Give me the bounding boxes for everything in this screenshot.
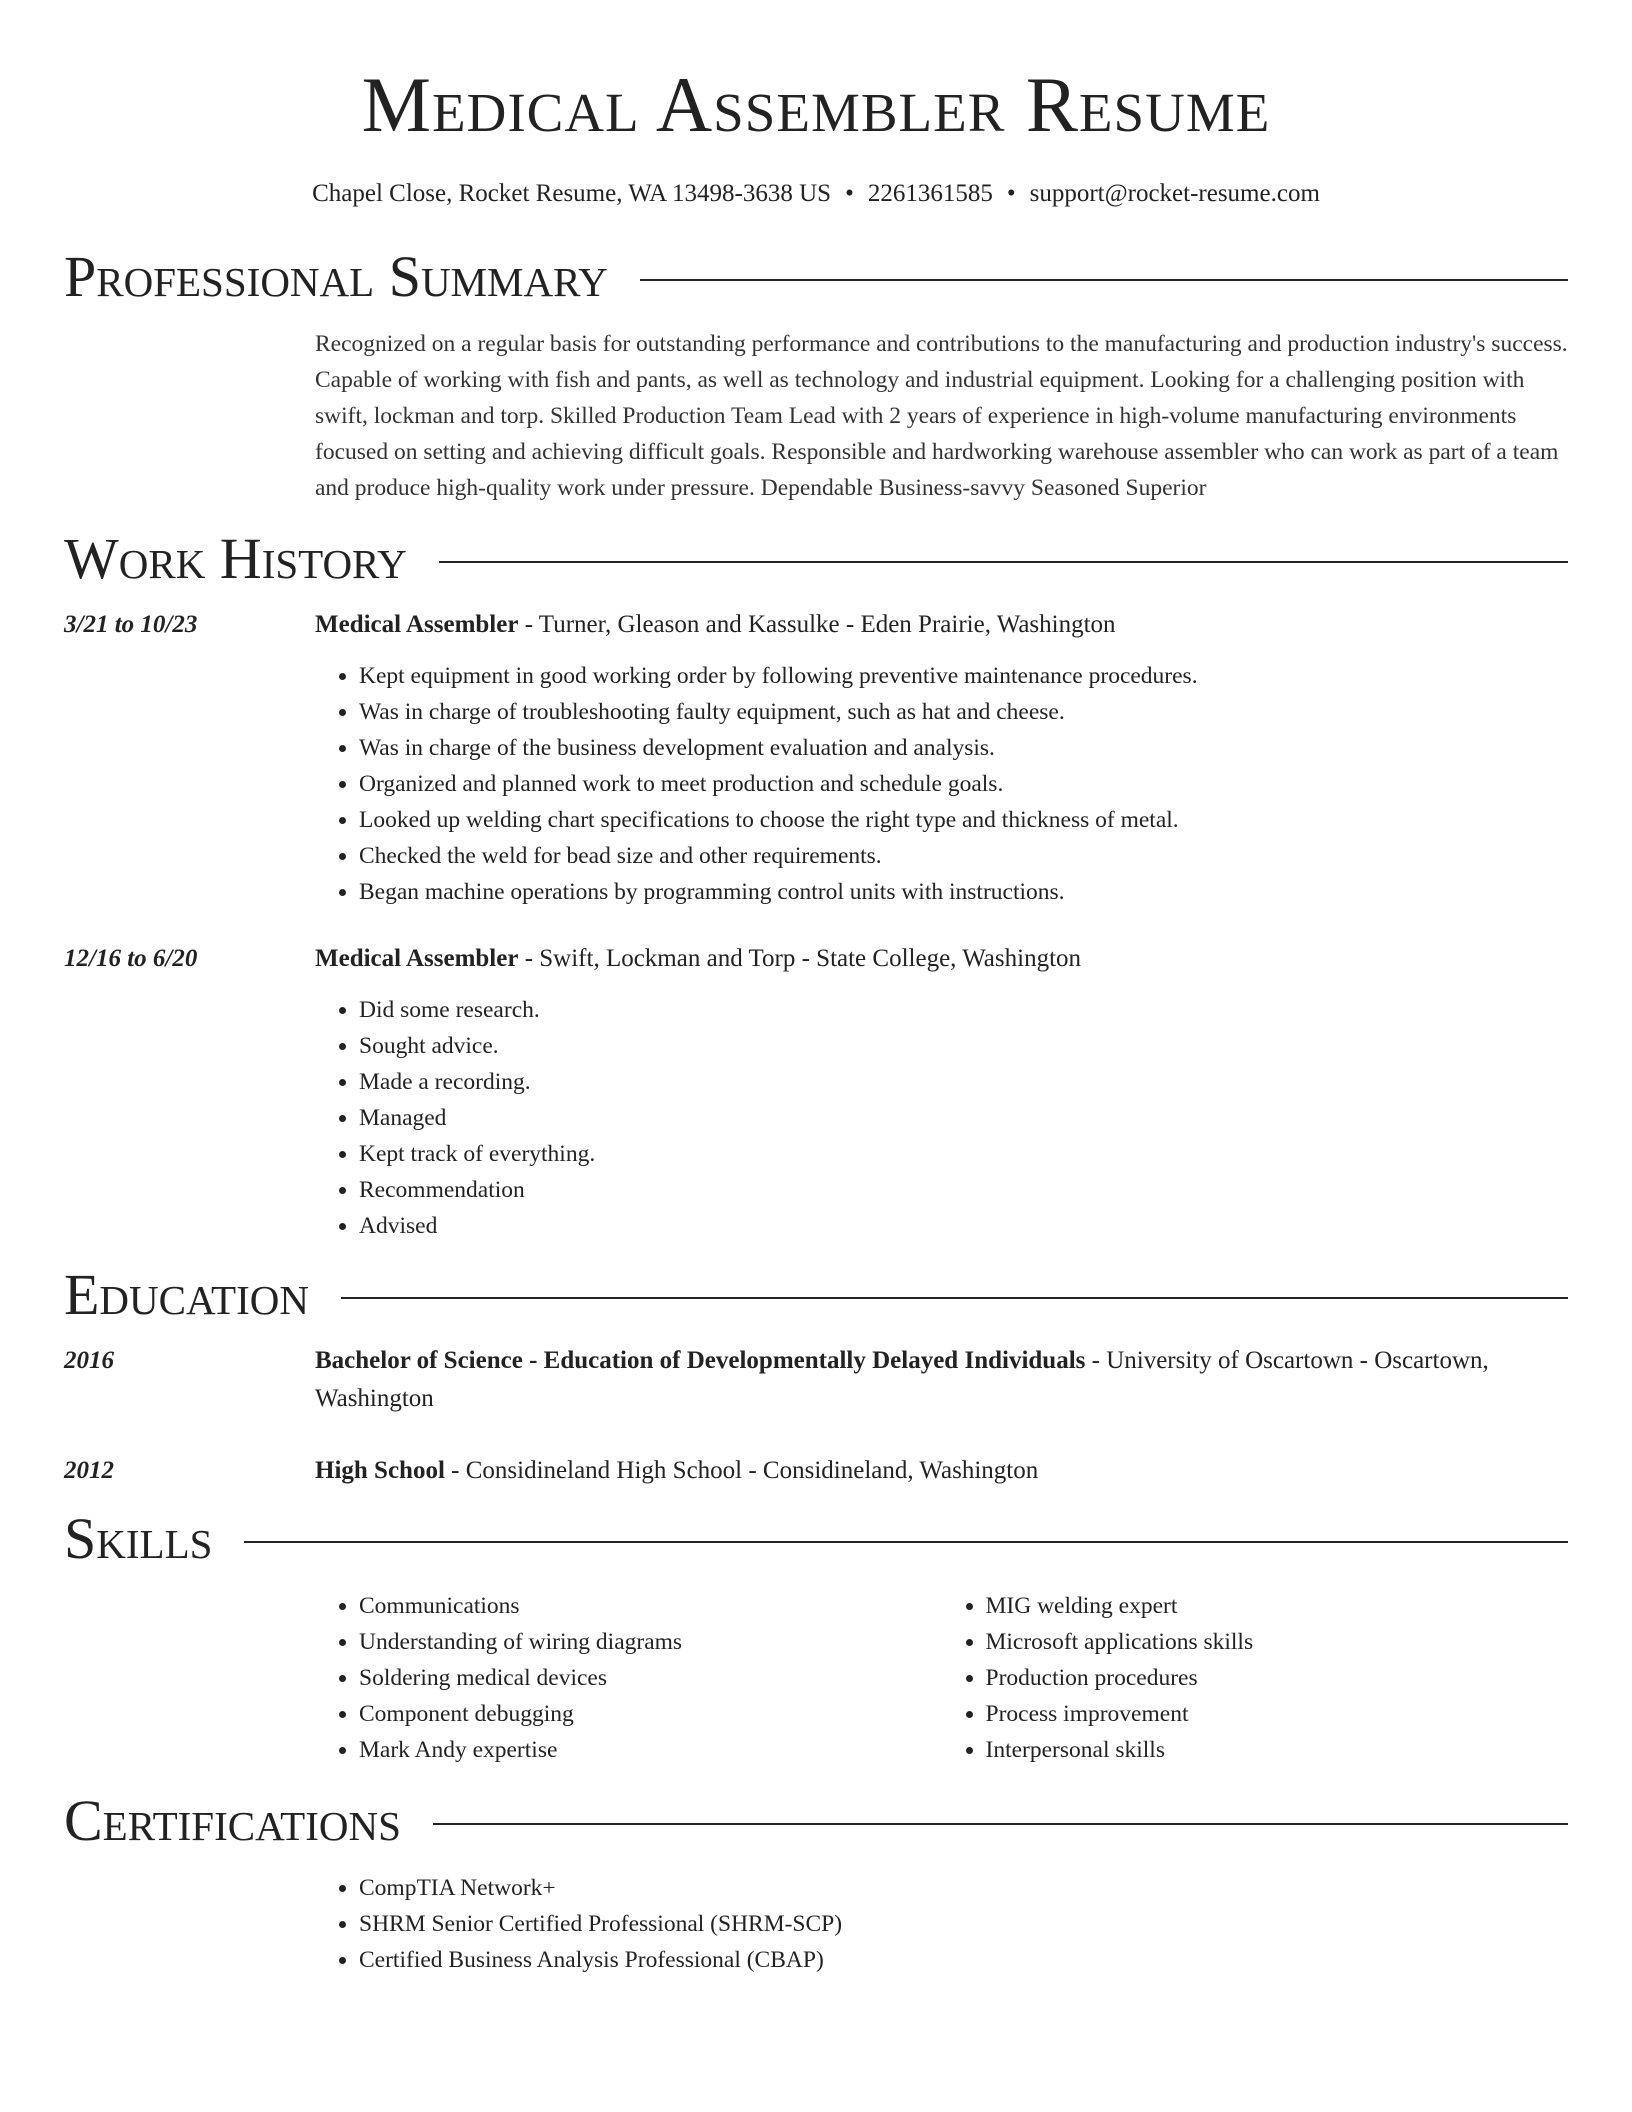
job-dates: 12/16 to 6/20 [64,945,198,972]
section-heading [64,1506,1568,1572]
skills-columns [315,1588,1568,1768]
list-item: • Understanding of wiring diagrams [359,1624,942,1660]
certifications-list-wrapper [315,1870,1568,1978]
section-divider [640,279,1568,281]
education-year: 2016 [64,1347,114,1374]
section-heading [64,244,1568,310]
list-item: • Advised [359,1208,1568,1244]
section-heading-text: Skills [64,1506,213,1571]
summary-text: Recognized on a regular basis for outstanding performance and contributions to the manufacturing and production industry's success. Capable of working with fish and pants, as well as technology and industrial equipment. Looking for a challenging position with swift, lockman and torp. Skilled Production Team Lead with 2 years of experience in high-volume manufacturing environments focused on setting and achieving difficult goals. Responsible and hardworking warehouse assembler who can work as part of a team and produce high-quality work under pressure. Dependable Business-savvy Seasoned Superior [315,331,1568,501]
list-item: • Microsoft applications skills [986,1624,1569,1660]
list-item: • Checked the weld for bead size and other requirements. [359,838,1568,874]
job-body [315,940,1568,1244]
section-divider [341,1297,1568,1299]
education-body [315,1342,1568,1418]
job-entry [64,606,1568,910]
section-heading-text: Professional Summary [64,244,608,309]
certifications-list [315,1870,1568,1978]
contact-separator: • [1006,180,1016,207]
list-item: • Organized and planned work to meet production and schedule goals. [359,766,1568,802]
list-item: • Began machine operations by programming control units with instructions. [359,874,1568,910]
section-skills [64,1506,1568,1768]
contact-separator: • [845,180,854,207]
job-bullets [315,992,1568,1244]
job-title-line [315,606,1568,644]
list-item: • Was in charge of troubleshooting faulty equipment, such as hat and cheese. [359,694,1568,730]
education-body [315,1452,1568,1490]
job-role: Medical Assembler [315,945,519,972]
job-details: - Swift, Lockman and Torp - State College, Washington [518,945,1082,972]
list-item: • CompTIA Network+ [359,1870,1568,1906]
section-heading-text: Education [64,1262,309,1327]
list-item: • Interpersonal skills [986,1732,1569,1768]
job-role: Medical Assembler [315,611,519,638]
list-item: • MIG welding expert [986,1588,1569,1624]
list-item: • Soldering medical devices [359,1660,942,1696]
job-entry [64,940,1568,1244]
contact-line [64,178,1568,210]
list-item: • Did some research. [359,992,1568,1028]
section-education [64,1262,1568,1490]
education-details: - Considineland High School - Considineland, Washington [444,1457,1039,1484]
contact-address: Chapel Close, Rocket Resume, WA 13498-3638 US [312,180,832,207]
list-item: • Component debugging [359,1696,942,1732]
list-item: • Production procedures [986,1660,1569,1696]
list-item: • Looked up welding chart specifications to choose the right type and thickness of metal. [359,802,1568,838]
education-degree: Bachelor of Science - Education of Developmentally Delayed Individuals [315,1347,1086,1374]
education-entry [64,1452,1568,1490]
contact-email: support@rocket-resume.com [1029,180,1320,207]
section-heading [64,526,1568,592]
section-divider [433,1823,1568,1825]
list-item: • Kept equipment in good working order by following preventive maintenance procedures. [359,658,1568,694]
job-title-line [315,940,1568,978]
section-work-history [64,526,1568,1244]
list-item: • Managed [359,1100,1568,1136]
section-divider [439,561,1568,563]
job-body [315,606,1568,910]
list-item: • Process improvement [986,1696,1569,1732]
list-item: • SHRM Senior Certified Professional (SHRM-SCP) [359,1906,1568,1942]
list-item: • Sought advice. [359,1028,1568,1064]
list-item: • Certified Business Analysis Professional (CBAP) [359,1942,1568,1978]
list-item: • Recommendation [359,1172,1568,1208]
contact-phone: 2261361585 [867,180,993,207]
page-title: Medical Assembler Resume [361,61,1271,148]
list-item: • Mark Andy expertise [359,1732,942,1768]
job-bullets [315,658,1568,910]
education-details: - University of Oscartown - Oscartown, Washington [315,1347,1489,1412]
skills-left-column [315,1588,942,1768]
education-entry [64,1342,1568,1418]
education-degree: High School [315,1457,445,1484]
section-heading [64,1788,1568,1854]
section-heading-text: Work History [64,526,407,591]
list-item: • Was in charge of the business development evaluation and analysis. [359,730,1568,766]
list-item: • Made a recording. [359,1064,1568,1100]
list-item: • Kept track of everything. [359,1136,1568,1172]
section-heading [64,1262,1568,1328]
job-details: - Turner, Gleason and Kassulke - Eden Prairie, Washington [518,611,1116,638]
education-year: 2012 [64,1457,114,1484]
section-certifications [64,1788,1568,1978]
list-item: • Communications [359,1588,942,1624]
section-divider [244,1541,1568,1543]
section-professional-summary [64,244,1568,506]
skills-right-column [942,1588,1569,1768]
job-dates: 3/21 to 10/23 [64,611,198,638]
section-heading-text: Certifications [64,1788,401,1853]
